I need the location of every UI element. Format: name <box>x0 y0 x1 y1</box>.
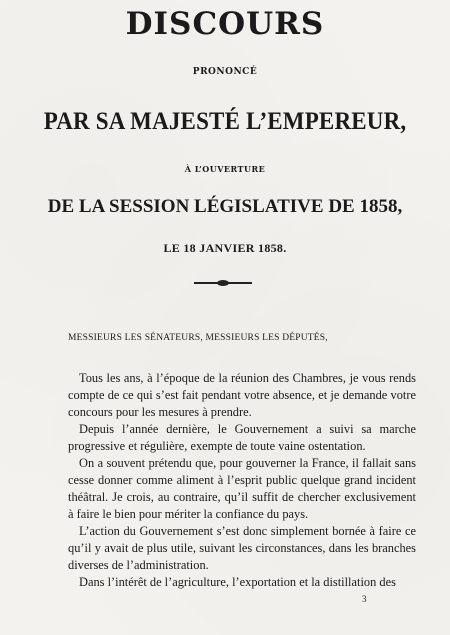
paragraph: On a souvent prétendu que, pour gouverner la France, il fallait sans cesse donner comme aliment à l’esprit public quelque grand incident théâtral. Je crois, au contraire, qu’il suffit de chercher exclusivement à faire le bien pour mériter la confiance du pays. <box>68 456 416 521</box>
speech-body <box>68 370 416 591</box>
salutation: MESSIEURS LES SÉNATEURS, MESSIEURS LES DÉPUTÉS, <box>68 333 328 343</box>
pronounced-subtitle: PRONONCÉ <box>192 67 258 77</box>
document-title: DISCOURS <box>125 6 325 42</box>
paragraph: Tous les ans, à l’époque de la réunion des Chambres, je vous rends compte de ce qui s’est fait pendant votre absence, et je demande votre concours pour les mesures à prendre. <box>68 371 416 419</box>
page-number: 3 <box>362 594 367 604</box>
ornamental-divider <box>194 282 252 284</box>
paragraph: Dans l’intérêt de l’agriculture, l’exportation et la distillation des <box>79 575 396 589</box>
date-line: LE 18 JANVIER 1858. <box>163 241 287 255</box>
paragraph: Depuis l’année dernière, le Gouvernement a suivi sa marche progressive et régulière, exempte de toute vaine ostentation. <box>68 422 416 453</box>
paragraph: L’action du Gouvernement s’est donc simplement bornée à faire ce qu’il y avait de plus utile, suivant les circonstances, dans les branches diverses de l’administration. <box>68 524 416 572</box>
session-line: DE LA SESSION LÉGISLATIVE DE 1858, <box>47 196 403 217</box>
speaker-line: PAR SA MAJESTÉ L’EMPEREUR, <box>43 108 407 135</box>
occasion-prefix: À L’OUVERTURE <box>184 164 266 174</box>
